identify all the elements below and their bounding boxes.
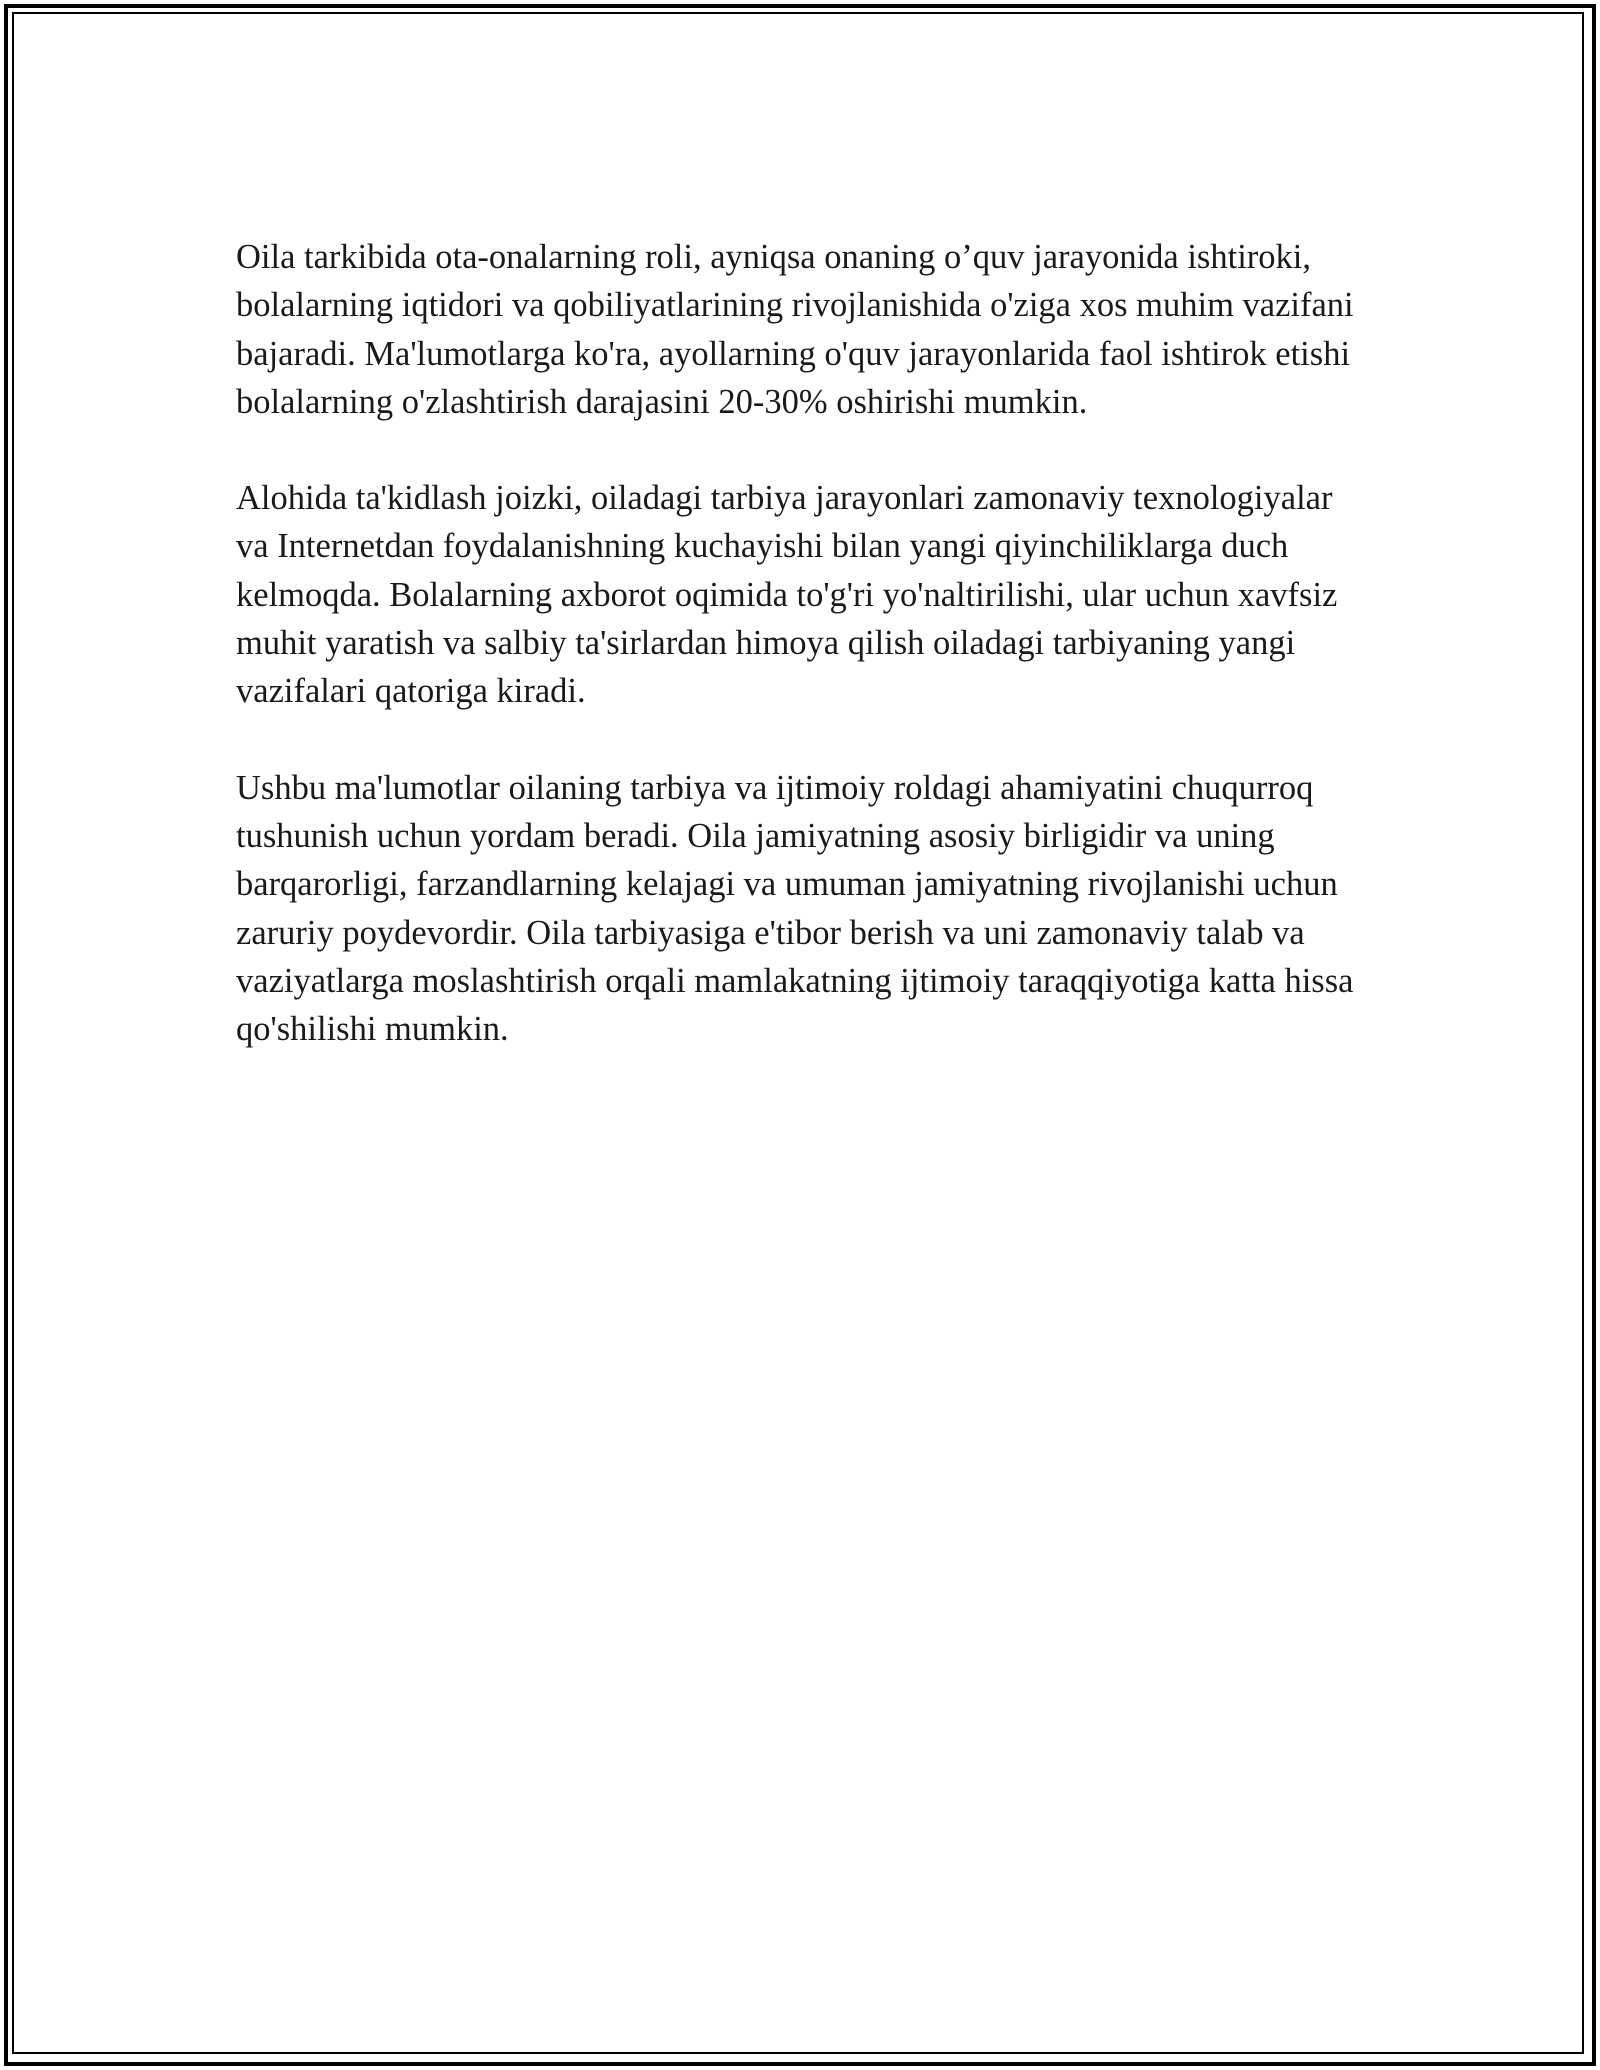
paragraph-3: Ushbu ma'lumotlar oilaning tarbiya va ijtimoiy roldagi ahamiyatini chuqurroq tushunish uchun yordam beradi. Oila jamiyatning asosiy birligidir va uning barqarorligi, farzandlarning kelajagi va umuman jamiyatning rivojlanishi uchun zaruriy poydevordir. Oila tarbiyasiga e'tibor berish va uni zamonaviy talab va vaziyatlarga moslashtirish orqali mamlakatning ijtimoiy taraqqiyotiga katta hissa qo'shilishi mumkin. xyxy=(236,768,1354,1049)
paragraph-1: Oila tarkibida ota-onalarning roli, ayniqsa onaning o’quv jarayonida ishtiroki, bolalarning iqtidori va qobiliyatlarining rivojlanishida o'ziga xos muhim vazifani bajaradi. Ma'lumotlarga ko'ra, ayollarning o'quv jarayonlarida faol ishtirok etishi bolalarning o'zlashtirish darajasini 20-30% oshirishi mumkin. xyxy=(236,238,1354,421)
paragraph-2: Alohida ta'kidlash joizki, oiladagi tarbiya jarayonlari zamonaviy texnologiyalar va Internetdan foydalanishning kuchayishi bilan yangi qiyinchiliklarga duch kelmoqda. Bolalarning axborot oqimida to'g'ri yo'naltirilishi, ular uchun xavfsiz muhit yaratish va salbiy ta'sirlardan himoya qilish oiladagi tarbiyaning yangi vazifalari qatoriga kiradi. xyxy=(236,479,1338,711)
document-body xyxy=(236,233,1366,1101)
